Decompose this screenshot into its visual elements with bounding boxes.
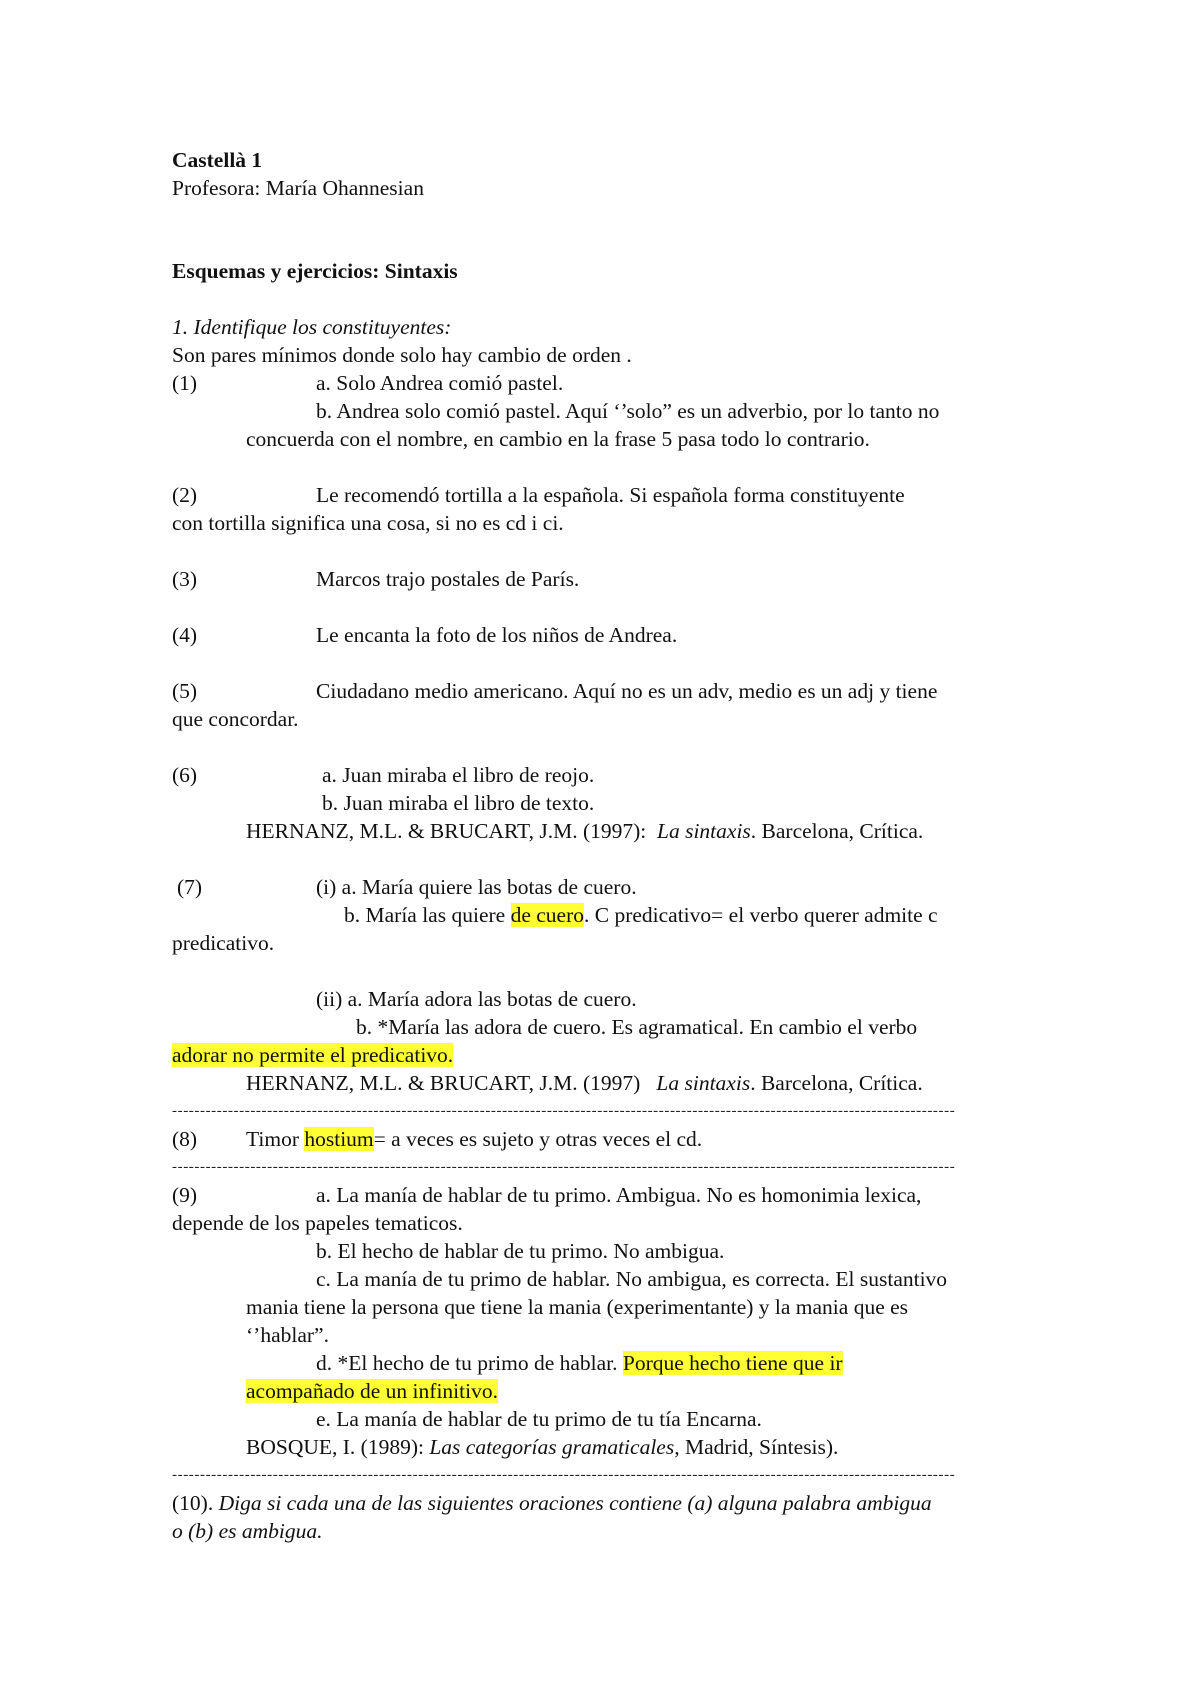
reference-authors: BOSQUE, I. (1989): xyxy=(246,1435,430,1459)
example-5-text: Ciudadano medio americano. Aquí no es un adv, medio es un adj y tiene xyxy=(316,679,938,703)
example-1b-continued: concuerda con el nombre, en cambio en la frase 5 pasa todo lo contrario. xyxy=(246,427,870,451)
example-9c: c. La manía de tu primo de hablar. No ambigua, es correcta. El sustantivo xyxy=(316,1267,948,1291)
highlight-de-cuero: de cuero xyxy=(510,903,584,927)
example-7-i-b xyxy=(344,901,938,929)
reference-hernanz-1 xyxy=(246,817,923,845)
example-1a: a. Solo Andrea comió pastel. xyxy=(316,371,564,395)
example-7-i-b-continued: predicativo. xyxy=(172,931,275,955)
example-8-prefix: Timor xyxy=(246,1127,305,1151)
example-9c-continued: mania tiene la persona que tiene la mania (experimentante) y la mania que es xyxy=(246,1295,909,1319)
example-10-instruction-continued: o (b) es ambigua. xyxy=(172,1519,323,1543)
example-number-3: (3) xyxy=(172,567,198,591)
example-2-text: Le recomendó tortilla a la española. Si española forma constituyente xyxy=(316,483,905,507)
document-title: Esquemas y ejercicios: Sintaxis xyxy=(172,259,458,283)
reference-authors: HERNANZ, M.L. & BRUCART, J.M. (1997): xyxy=(246,819,647,843)
example-9b: b. El hecho de hablar de tu primo. No ambigua. xyxy=(316,1239,725,1263)
course-title: Castellà 1 xyxy=(172,148,263,172)
example-number-1: (1) xyxy=(172,371,198,395)
example-number-8: (8) xyxy=(172,1127,198,1151)
divider-line: -------------------------------------------------------------------------------------------------------------------------------------------- xyxy=(172,1160,956,1174)
highlight-hostium: hostium xyxy=(304,1127,374,1151)
example-10-instruction: Diga si cada una de las siguientes oraciones contiene (a) alguna palabra ambigua xyxy=(213,1491,932,1515)
example-9d-continued xyxy=(246,1377,498,1405)
reference-authors: HERNANZ, M.L. & BRUCART, J.M. (1997) xyxy=(246,1071,641,1095)
example-number-9: (9) xyxy=(172,1183,198,1207)
example-9d-text: d. *El hecho de tu primo de hablar. xyxy=(316,1351,623,1375)
reference-book-title: La sintaxis xyxy=(656,1071,751,1095)
example-number-7: (7) xyxy=(177,875,203,899)
example-7-ii-b-continued xyxy=(172,1041,453,1069)
section-intro: Son pares mínimos donde solo hay cambio de orden . xyxy=(172,343,632,367)
highlight-adorar: adorar no permite el predicativo. xyxy=(172,1043,454,1067)
example-number-10: (10). xyxy=(172,1491,214,1515)
example-7-ii-a: (ii) a. María adora las botas de cuero. xyxy=(316,987,637,1011)
divider-line: -------------------------------------------------------------------------------------------------------------------------------------------- xyxy=(172,1104,956,1118)
reference-hernanz-2 xyxy=(246,1069,923,1097)
reference-publisher: , Madrid, Síntesis). xyxy=(674,1435,839,1459)
example-3-text: Marcos trajo postales de París. xyxy=(316,567,580,591)
example-9a-continued: depende de los papeles tematicos. xyxy=(172,1211,463,1235)
example-6b: b. Juan miraba el libro de texto. xyxy=(322,791,595,815)
reference-publisher: . Barcelona, Crítica. xyxy=(750,819,924,843)
example-9d xyxy=(316,1349,843,1377)
example-number-2: (2) xyxy=(172,483,198,507)
example-number-5: (5) xyxy=(172,679,198,703)
example-7-i-b-text: b. María las quiere xyxy=(344,903,511,927)
example-1b: b. Andrea solo comió pastel. Aquí ‘’solo” es un adverbio, por lo tanto no xyxy=(316,399,940,423)
highlight-porque-hecho: Porque hecho tiene que ir xyxy=(622,1351,843,1375)
example-9c-continued-2: ‘’hablar”. xyxy=(246,1323,329,1347)
highlight-acompanado: acompañado de un infinitivo. xyxy=(246,1379,498,1403)
example-6a: a. Juan miraba el libro de reojo. xyxy=(322,763,595,787)
divider-line: -------------------------------------------------------------------------------------------------------------------------------------------- xyxy=(172,1468,956,1482)
example-2-continued: con tortilla significa una cosa, si no es cd i ci. xyxy=(172,511,564,535)
reference-book-title: Las categorías gramaticales xyxy=(429,1435,675,1459)
example-7-i-a: (i) a. María quiere las botas de cuero. xyxy=(316,875,637,899)
example-5-continued: que concordar. xyxy=(172,707,299,731)
example-7-i-b-comment: . C predicativo= el verbo querer admite c xyxy=(583,903,938,927)
reference-book-title: La sintaxis xyxy=(657,819,751,843)
reference-publisher: . Barcelona, Crítica. xyxy=(750,1071,923,1095)
example-10 xyxy=(172,1489,932,1517)
example-9a: a. La manía de hablar de tu primo. Ambigua. No es homonimia lexica, xyxy=(316,1183,922,1207)
example-8-text xyxy=(246,1125,702,1153)
example-4-text: Le encanta la foto de los niños de Andrea. xyxy=(316,623,678,647)
example-number-6: (6) xyxy=(172,763,198,787)
example-7-ii-b: b. *María las adora de cuero. Es agramatical. En cambio el verbo xyxy=(356,1015,918,1039)
teacher-name: Profesora: María Ohannesian xyxy=(172,176,424,200)
reference-bosque xyxy=(246,1433,838,1461)
section-heading: 1. Identifique los constituyentes: xyxy=(172,315,452,339)
example-9e: e. La manía de hablar de tu primo de tu tía Encarna. xyxy=(316,1407,762,1431)
example-8-comment: = a veces es sujeto y otras veces el cd. xyxy=(373,1127,703,1151)
example-number-4: (4) xyxy=(172,623,198,647)
